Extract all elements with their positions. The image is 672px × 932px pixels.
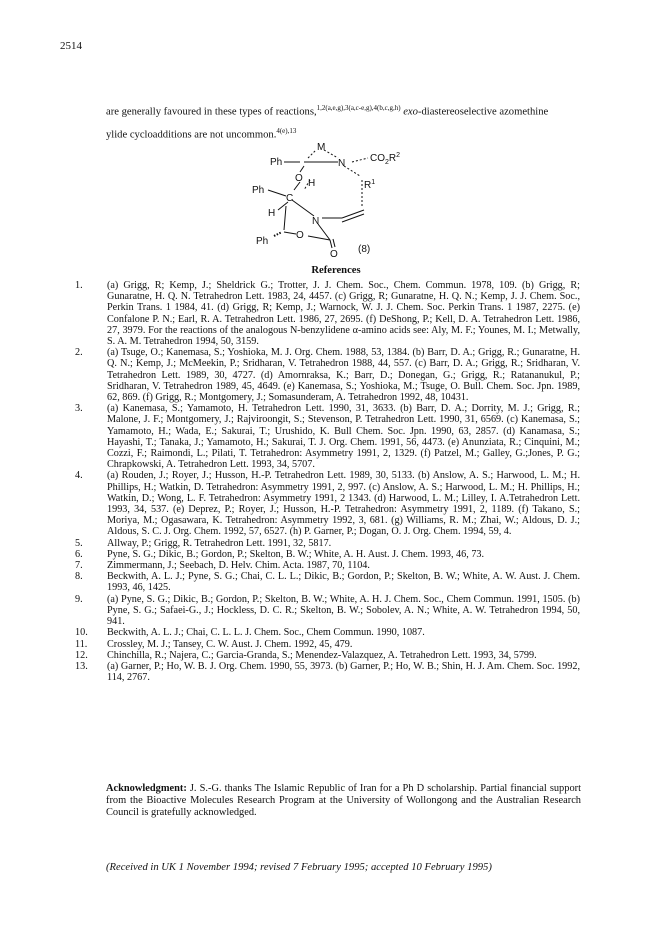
reference-item [75, 661, 580, 683]
reference-text: Crossley, M. J.; Tansey, C. W. Aust. J. Chem. 1992, 45, 479. [107, 638, 353, 650]
reference-text: (a) Kanemasa, S.; Yamamoto, H. Tetrahedron Lett. 1990, 31, 3633. (b) Barr, D. A.; Dorrity, M. J.; Grigg, R.; Malone, J. F.; Montgomery, J.; Rajviroongit, S.; Stevenson, P. Tetrahedron Lett. 1990, 31, 6569. (c) Kanemasa, S.; Yamamoto, H.; Wada, E.; Sakurai, T.; Urushido, K. Bull Chem. Soc. Jpn. 1990, 63, 2857. (d) Kanamasa, S.; Hayashi, T.; Tanaka, J.; Yamamoto, H.; Sakurai, T. J. Org. Chem. 1991, 56, 4473. (e) Anunziata, R.; Cinquini, M.; Cozzi, F.; Raimondi, L.; Pilati, T. Tetrahedron: Asymmetry 1991, 2, 1329. (f) Patzel, M.; Galley, G.;Jones, P. G.; Chrapkowski, A. Tetrahedron Lett. 1993, 34, 5707. [107, 403, 580, 471]
atom-label-n-2: N [312, 216, 320, 227]
atom-label-ph-1: Ph [270, 157, 283, 168]
reference-number: 11. [75, 638, 88, 650]
acknowledgment-paragraph [106, 783, 581, 820]
reference-number: 7. [75, 560, 83, 572]
reference-number: 13. [75, 660, 88, 672]
atom-label-h-1: H [308, 178, 316, 189]
reference-number: 6. [75, 548, 83, 560]
r1-r: R [364, 180, 372, 191]
received-dates: (Received in UK 1 November 1994; revised 7 February 1995; accepted 10 February 1995) [106, 862, 492, 873]
reference-item [75, 470, 580, 537]
intro-text-1: are generally favoured in these types of reactions, [106, 106, 317, 118]
atom-label-co2r2 [370, 152, 400, 166]
reference-number: 8. [75, 571, 83, 583]
reference-text: Pyne, S. G.; Dikic, B.; Gordon, P.; Skelton, B. W.; White, A. H. Aust. J. Chem. 1993, 46, 73. [107, 548, 485, 560]
reference-number: 10. [75, 627, 88, 639]
acknowledgment-text: J. S.-G. thanks The Islamic Republic of Iran for a Ph D scholarship. Partial financial support from the Bioactive Molecules Research Program at the University of Wollongong and the Australian Research Council is gratefully acknowledged. [106, 783, 581, 819]
references-list [75, 280, 580, 683]
reference-item [75, 403, 580, 470]
reference-item [75, 280, 580, 347]
reference-item [75, 549, 580, 560]
reference-number: 4. [75, 470, 83, 482]
page-number: 2514 [60, 40, 82, 52]
reference-item [75, 639, 580, 650]
atom-label-m: M [317, 142, 326, 153]
co2r2-co: CO [370, 153, 385, 164]
intro-italic-exo: exo [403, 106, 418, 118]
intro-text-2: -diastereoselective azomethine [417, 106, 549, 118]
reference-text: (a) Grigg, R; Kemp, J.; Sheldrick G.; Trotter, J. J. Chem. Soc., Chem. Commun. 1978, 109. (b) Grigg, R; Gunaratne, H. Q. N. Tetrahedron Lett. 1983, 24, 4457. (c) Grigg, R; Gunaratne, H. Q. N.; Kemp, J. J. Chem. Soc., Perkin Trans. 1 1984, 41. (d) Grigg, R; Kemp, J.; Warnock, W. J. J. Chem. Soc. Perkin Trans. 1 1987, 2275. (e) Confalone P. N.; Earl, R. A. Tetrahedron Lett. 1986, 27, 2695. (f) DeShong, P.; Kell, D. A. Tetrahedron Lett. 1986, 27, 3979. For the reactions of the analogous N-benzylidene α-amino acids see: Aly, M. F.; Younes, M. I.; Metwally, S. A. M. Tetrahedron 1994, 50, 3159. [107, 280, 580, 348]
atom-label-r1 [364, 179, 375, 191]
reference-text: (a) Rouden, J.; Royer, J.; Husson, H.-P. Tetrahedron Lett. 1989, 30, 5133. (b) Anslow, A. S.; Harwood, L. M.; H. Phillips, H.; Watkin, D. Tetrahedron: Asymmetry 1991, 2, 997. (c) Anslow, A. S.; Harwood, L. M.; H. Phillips, H.; Watkin, D.; Wong, L. F. Tetrahedron: Asymmetry 1991, 2 1343. (d) Harwood, L. M.; Lilley, I. A.Tetrahedron Lett. 1993, 34, 537. (e) Deprez, P.; Royer, J.; Husson, H.-P. Tetrahedron: Asymmetry 1991, 2, 1189. (f) Takano, S.; Moriya, M.; Ogasawara, K. Tetrahedron: Asymmetry 1992, 3, 681. (g) Williams, R. M.; Zhai, W.; Aldous, D. J.; Aldous, S. C. J. Org. Chem. 1992, 57, 6527. (h) P. Garner, P.; Dogan, O. J. Org. Chem. 1994, 59, 4. [107, 470, 580, 538]
reference-item [75, 594, 580, 628]
reference-item [75, 627, 580, 638]
reference-number: 1. [75, 280, 83, 291]
atom-label-c: C [286, 193, 294, 204]
reference-item [75, 538, 580, 549]
reference-number: 5. [75, 537, 83, 549]
r1-sup: 1 [371, 179, 376, 186]
acknowledgment-label: Acknowledgment: [106, 783, 187, 794]
reference-text: (a) Garner, P.; Ho, W. B. J. Org. Chem. 1990, 55, 3973. (b) Garner, P.; Ho, W. B.; Shin, H. J. Am. Chem. Soc. 1992, 114, 2767. [107, 660, 580, 684]
co2r2-r: R [388, 153, 397, 164]
atom-label-o-1: O [295, 173, 303, 184]
reference-text: Beckwith, A. L. J.; Pyne, S. G.; Chai, C. L. L.; Dikic, B.; Gordon, P.; Skelton, B. W.; White, A. W. Aust. J. Chem. 1993, 46, 1425. [107, 571, 580, 594]
reference-text: (a) Pyne, S. G.; Dikic, B.; Gordon, P.; Skelton, B. W.; White, A. H. J. Chem. Soc., Chem Commun. 1991, 1505. (b) Pyne, S. G.; Safaei-G., J.; Hockless, D. C. R.; Skelton, B. W.; Sobolev, A. N.; White, A. W. Tetrahedron 1994, 50, 941. [107, 593, 580, 628]
atom-label-ph-2: Ph [252, 185, 265, 196]
reference-number: 9. [75, 593, 83, 605]
reference-number: 3. [75, 403, 83, 415]
reference-text: Allway, P.; Grigg, R. Tetrahedron Lett. 1991, 32, 5817. [107, 537, 332, 549]
reference-item [75, 571, 580, 593]
atom-label-o-2: O [296, 230, 304, 241]
atom-label-o-3: O [330, 249, 338, 260]
compound-number-label: (8) [358, 244, 371, 255]
intro-citation-2: 4(e),13 [276, 126, 297, 135]
reference-text: Zimmermann, J.; Seebach, D. Helv. Chim. Acta. 1987, 70, 1104. [107, 560, 370, 572]
reference-item [75, 347, 580, 403]
atom-label-ph-3: Ph [256, 236, 269, 247]
reference-text: Chinchilla, R.; Najera, C.; Garcia-Granda, S.; Menendez-Valazquez, A. Tetrahedron Lett. 1993, 34, 5799. [107, 649, 537, 661]
intro-text-3: ylide cycloadditions are not uncommon. [106, 129, 277, 141]
reference-text: (a) Tsuge, O.; Kanemasa, S.; Yoshioka, M. J. Org. Chem. 1988, 53, 1384. (b) Barr, D. A.; Grigg, R.; Gunaratne, H. Q. N.; Kemp, J.; McMeekin, P.; Sridharan, V. Tetrahedron 1988, 44, 557. (c) Barr, D. A.; Grigg, R.; Sridharan, V. Tetrahedron Lett. 1989, 30, 4727. (d) Amornraksa, K.; Barr, D.; Donegan, G.; Grigg, R.; Ratananukul, P.; Sridharan, V. Tetrahedron 1989, 45, 4649. (e) Kanemasa, S.; Yoshioka, M.; Tsuge, O. Bull. Chem. Soc. Jpn. 1989, 62, 869. (f) Grigg, R.; Montgomery, J.; Somasunderam, A. Tetrahedron 1992, 48, 10431. [107, 347, 580, 404]
co2r2-sub: 2 [385, 159, 389, 166]
co2r2-sup: 2 [396, 152, 401, 159]
intro-citation-1: 1,2(a,e,g),3(a,c-e,g),4(b,c,g,h) [316, 104, 401, 112]
reference-item [75, 560, 580, 571]
reference-number: 12. [75, 649, 88, 661]
atom-label-h-2: H [268, 208, 276, 219]
atom-label-n-1: N [338, 158, 346, 169]
reference-item [75, 650, 580, 661]
references-heading: References [311, 265, 361, 276]
chemical-structure-figure [234, 136, 434, 260]
reference-number: 2. [75, 347, 83, 359]
reference-text: Beckwith, A. L. J.; Chai, C. L. L. J. Chem. Soc., Chem Commun. 1990, 1087. [107, 627, 425, 639]
